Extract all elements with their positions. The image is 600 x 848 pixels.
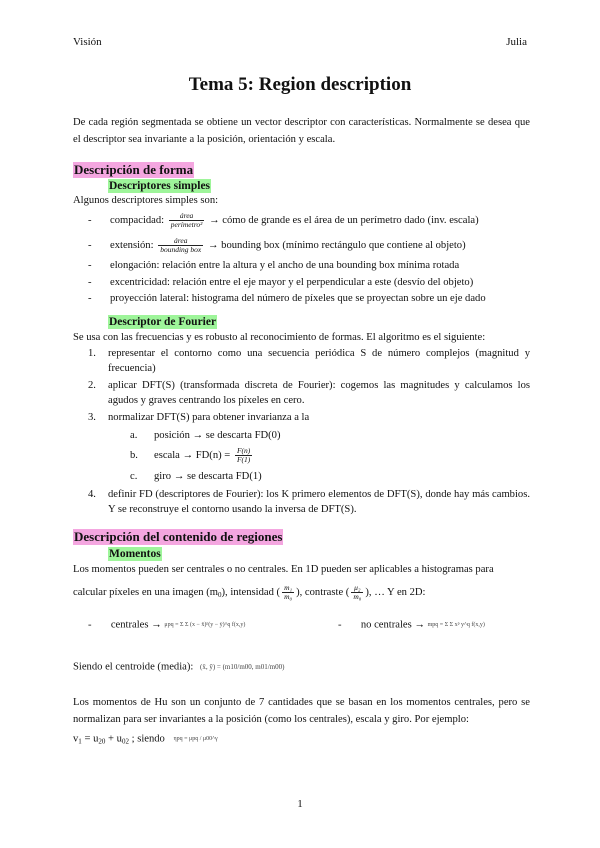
fraction-numerator: μ₂: [351, 584, 363, 593]
moments-line-2: [73, 584, 426, 602]
simple-descriptors-list: [88, 208, 486, 308]
simple-descriptors-lead: Algunos descriptores simples son:: [73, 195, 219, 206]
centroid-label: Siendo el centroide (media):: [73, 661, 194, 673]
intro-paragraph: De cada región segmentada se obtiene un vector descriptor con características. Normalmente se desea que el descriptor sea invariante a la posición, orientación y escala.: [73, 117, 530, 145]
step-text: definir FD (descriptores de Fourier): los K primero elementos de DFT(S), donde hay más cambios. Y se reconstruye el contorno usando la inversa de DFT(S).: [108, 489, 530, 515]
bullet-dash: -: [88, 619, 92, 631]
subscript: 0: [218, 590, 222, 599]
fraction-denominator: m₀: [353, 592, 362, 601]
fourier-step-1: [88, 346, 530, 376]
compacidad-description: → cómo de grande es el área de un perímetro dado (inv. escala): [209, 215, 479, 226]
step-number: 2.: [88, 380, 96, 391]
sub-letter: c.: [130, 471, 138, 482]
bullet-dash: -: [338, 619, 342, 631]
fourier-sub-b: [130, 446, 530, 466]
list-item-excentricidad: - excentricidad: relación entre el eje mayor y el perpendicular a este (desvío del objeto): [88, 275, 486, 292]
extension-label: extensión:: [110, 240, 154, 251]
text-fragment: = u: [81, 733, 99, 745]
sub-text: giro → se descarta FD(1): [154, 471, 262, 482]
sub-letter: b.: [130, 450, 138, 461]
header-right: Julia: [506, 36, 527, 48]
central-label: centrales →: [110, 619, 162, 631]
step-number: 4.: [88, 489, 96, 500]
fraction-numerator: área: [158, 237, 203, 246]
fraction-numerator: m₁: [284, 583, 293, 592]
heading-moments: Momentos: [109, 548, 161, 560]
page-number: 1: [297, 798, 303, 810]
sub-text: posición → se descarta FD(0): [154, 430, 281, 441]
heading-fourier-descriptor: Descriptor de Fourier: [109, 316, 217, 328]
page-title: Tema 5: Region description: [188, 74, 412, 95]
compacidad-fraction: [169, 212, 205, 229]
header-left: Visión: [73, 36, 102, 48]
step-text: representar el contorno como una secuencia periódica S de número complejos (magnitud y frecuencia): [108, 348, 530, 374]
hu-normalization-formula: ηpq = μpq / μ00^γ: [173, 736, 218, 742]
sub-text: escala → FD(n) =: [154, 450, 231, 461]
fourier-sub-a: [130, 428, 530, 443]
compacidad-label: compacidad:: [110, 215, 165, 226]
fourier-step-2: [88, 378, 530, 408]
step-number: 3.: [88, 412, 96, 423]
heading-content-description: Descripción del contenido de regiones: [74, 529, 283, 544]
central-moments-formula: μpq = Σ Σ (x − x̄)ᵖ(y − ȳ)^q f(x,y): [164, 622, 246, 628]
central-moments-row: [88, 618, 245, 632]
intensity-fraction: [282, 584, 294, 601]
text-fragment: calcular píxeles en una imagen (m: [73, 586, 219, 598]
fraction-denominator: bounding box: [160, 245, 202, 255]
moments-line-1: Los momentos pueden ser centrales o no centrales. En 1D pueden ser aplicables a histogramas para: [73, 564, 494, 575]
fraction-denominator: perímetro²: [170, 220, 203, 230]
extension-fraction: [158, 237, 203, 254]
text-fragment: ), contraste (: [296, 586, 350, 598]
fourier-step-4: [88, 487, 530, 517]
fourier-lead: Se usa con las frecuencias y es robusto al reconocimiento de formas. El algoritmo es el siguiente:: [73, 332, 486, 343]
fraction-numerator: F(n): [236, 446, 251, 456]
hu-moments-paragraph: Los momentos de Hu son un conjunto de 7 cantidades que se basan en los momentos centrales, pero se normalizan para ser invariantes a la posición (como los centrales), escala y giro. Por ejemplo:: [73, 697, 530, 725]
list-item-proyeccion: - proyección lateral: histograma del número de píxeles que se proyectan sobre un eje dado: [88, 291, 486, 308]
step-text: aplicar DFT(S) (transformada discreta de Fourier): cogemos las magnitudes y calculamos los agudos y graves centrando los píxeles en cero.: [108, 380, 530, 406]
fourier-sub-c: [130, 469, 530, 484]
text-fragment: ; siendo: [128, 733, 165, 745]
list-item-extension: [88, 233, 486, 258]
noncentral-moments-formula: mpq = Σ Σ xᵖ y^q f(x,y): [427, 622, 485, 628]
subscript: 02: [121, 737, 129, 746]
heading-simple-descriptors: Descriptores simples: [109, 180, 211, 192]
text-fragment: + u: [105, 733, 122, 745]
hu-example-row: [73, 732, 218, 748]
fourier-step-3: [88, 410, 530, 484]
centroid-row: [73, 660, 284, 674]
heading-shape-description: Descripción de forma: [74, 162, 194, 177]
noncentral-label: no centrales →: [360, 619, 425, 631]
text-fragment: v: [73, 733, 79, 745]
subscript: 1: [78, 737, 82, 746]
fraction-numerator: área: [169, 212, 205, 221]
contrast-fraction: [351, 584, 363, 601]
centroid-formula: (x̄, ȳ) = (m10/m00, m01/m00): [199, 663, 285, 671]
text-fragment: ), … Y en 2D:: [365, 586, 426, 598]
step-text: normalizar DFT(S) para obtener invarianza a la: [108, 412, 310, 423]
noncentral-moments-row: [338, 618, 485, 632]
step-number: 1.: [88, 348, 96, 359]
fraction-denominator: m₀: [284, 592, 293, 601]
subscript: 20: [98, 737, 106, 746]
fourier-steps: [88, 346, 530, 519]
list-item-compacidad: [88, 208, 486, 233]
fraction-denominator: F(1): [236, 455, 251, 465]
sub-letter: a.: [130, 430, 138, 441]
extension-description: → bounding box (mínimo rectángulo que contiene al objeto): [207, 240, 466, 251]
list-item-elongacion: - elongación: relación entre la altura y el ancho de una bounding box mínima rotada: [88, 258, 486, 275]
text-fragment: ), intensidad (: [221, 586, 281, 598]
scale-fraction: [235, 447, 252, 464]
